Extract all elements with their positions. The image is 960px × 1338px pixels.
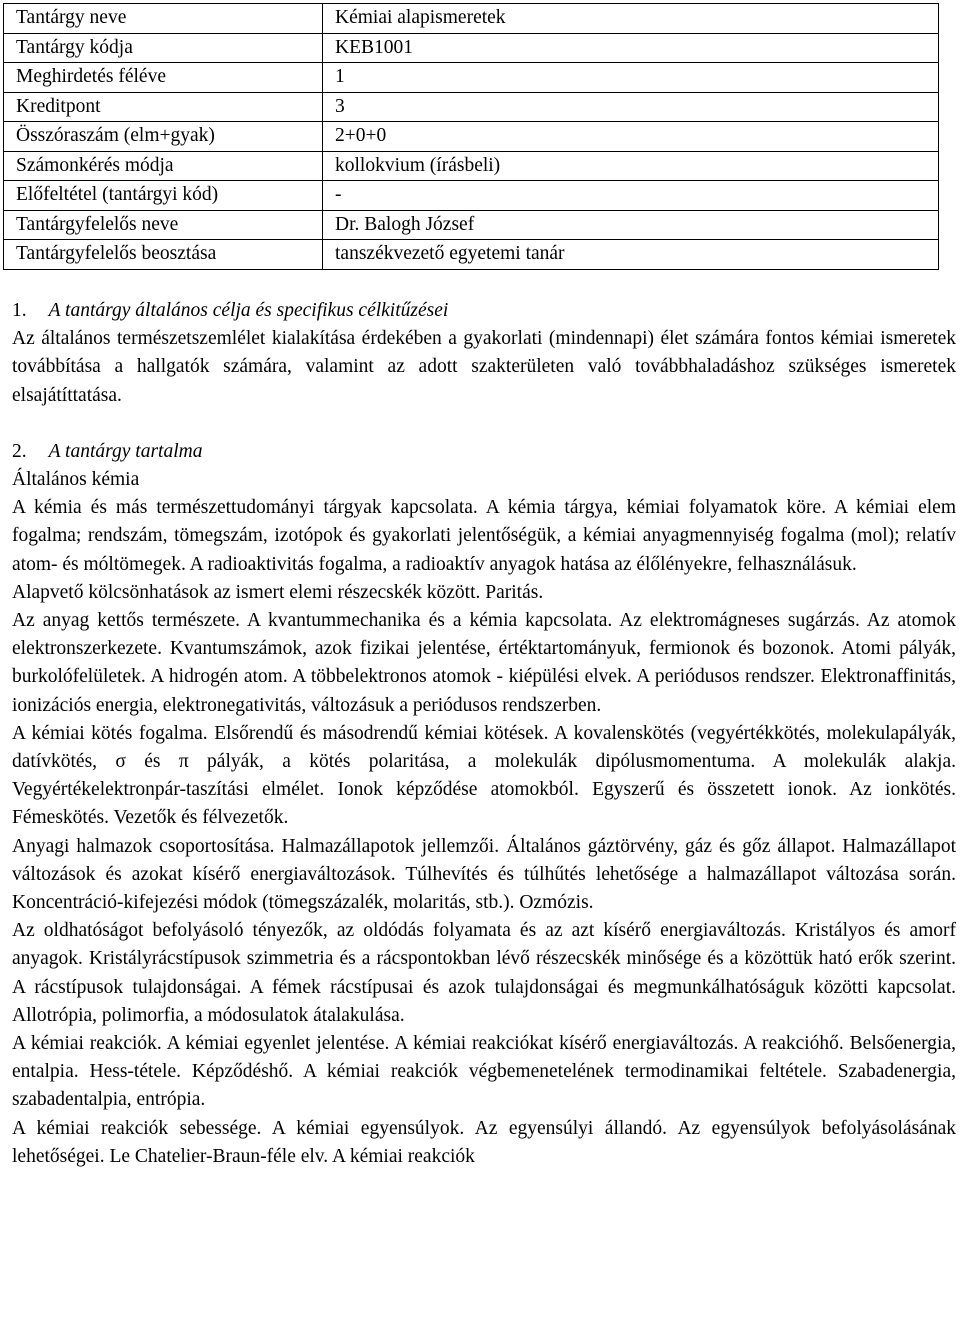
row-value: 2+0+0: [323, 122, 939, 152]
section-2-heading: [12, 438, 956, 466]
document-body: [12, 297, 956, 1171]
row-value: Dr. Balogh József: [323, 210, 939, 240]
section-number: 1.: [12, 300, 27, 321]
paragraph: A kémiai reakciók sebessége. A kémiai egyensúlyok. Az egyensúlyi állandó. Az egyensúlyok befolyásolásának lehetőségei. Le Chatelier-Braun-féle elv. A kémiai reakciók: [12, 1117, 956, 1167]
section-title: A tantárgy tartalma: [48, 440, 203, 462]
section-1-heading: [12, 297, 956, 325]
paragraph: A kémiai reakciók. A kémiai egyenlet jelentése. A kémiai reakciókat kísérő energiaváltozás. A reakcióhő. Belsőenergia, entalpia. Hess-tétele. Képződéshő. A kémiai reakciók végbemenetelének termodinamikai feltétele. Szabadenergia, szabadentalpia, entrópia.: [12, 1033, 956, 1111]
row-label: Tantárgyfelelős neve: [4, 210, 323, 240]
row-label: Tantárgy neve: [4, 4, 323, 34]
section-1-text: Az általános természetszemlélet kialakítása érdekében a gyakorlati (mindennapi) élet számára fontos kémiai ismeretek továbbítása a hallgatók számára, valamint az adott szakterületen való továbbhaladáshoz szükséges ismeretek elsajátíttatása.: [12, 328, 956, 406]
row-label: Számonkérés módja: [4, 151, 323, 181]
row-value: 1: [323, 63, 939, 93]
spacer: [12, 410, 956, 438]
paragraph: A kémiai kötés fogalma. Elsőrendű és másodrendű kémiai kötések. A kovalenskötés (vegyértékkötés, molekulapályák, datívkötés, σ és π pályák, a kötés polaritása, a molekulák dipólusmomentuma. A molekulák alakja. Vegyértékelektronpár-taszítási elmélet. Ionok képződése atomokból. Egyszerű és összetett ionok. Az ionkötés. Fémeskötés. Vezetők és félvezetők.: [12, 722, 956, 829]
table-row: [4, 210, 939, 240]
table-row: [4, 181, 939, 211]
table-row: [4, 240, 939, 270]
section-title: A tantárgy általános célja és specifikus célkitűzései: [48, 300, 449, 321]
row-value: kollokvium (írásbeli): [323, 151, 939, 181]
row-label: Előfeltétel (tantárgyi kód): [4, 181, 323, 211]
table-row: [4, 92, 939, 122]
section-subtitle: Általános kémia: [12, 469, 140, 491]
table-row: [4, 122, 939, 152]
course-info-table: [3, 3, 939, 270]
row-label: Összóraszám (elm+gyak): [4, 122, 323, 152]
row-value: tanszékvezető egyetemi tanár: [323, 240, 939, 270]
table-row: [4, 4, 939, 34]
paragraph: Alapvető kölcsönhatások az ismert elemi részecskék között. Paritás.: [12, 581, 544, 603]
paragraph: A kémia és más természettudományi tárgyak kapcsolata. A kémia tárgya, kémiai folyamatok köre. A kémiai elem fogalma; rendszám, tömegszám, izotópok és gyakorlati jelentőségük, a kémiai anyagmennyiség fogalma (mol); relatív atom- és móltömegek. A radioaktivitás fogalma, a radioaktív anyagok hatása az élőlényekre, felhasználásuk.: [12, 497, 956, 575]
table-row: [4, 151, 939, 181]
row-value: 3: [323, 92, 939, 122]
paragraph: Az oldhatóságot befolyásoló tényezők, az oldódás folyamata és az azt kísérő energiaváltozás. Kristályos és amorf anyagok. Kristályrácstípusok szimmetria és a rácspontokban lévő részecskék minősége és a közöttük ható erők szerint. A rácstípusok tulajdonságai. A fémek rácstípusai és azok tulajdonságai és megmunkálhatóságuk közötti kapcsolat. Allotrópia, polimorfia, a módosulatok átalakulása.: [12, 920, 956, 1026]
table-row: [4, 33, 939, 63]
table-row: [4, 63, 939, 93]
row-label: Meghirdetés féléve: [4, 63, 323, 93]
row-value: -: [323, 181, 939, 211]
paragraph: Az anyag kettős természete. A kvantummechanika és a kémia kapcsolata. Az elektromágneses sugárzás. Az atomok elektronszerkezete. Kvantumszámok, azok fizikai jelentése, értéktartományuk, fermionok és bozonok. Atomi pályák, burkolófelületek. A hidrogén atom. A többelektronos atomok - kiépülési elvek. A periódusos rendszer. Elektronaffinitás, ionizációs energia, elektronegativitás, változásuk a periódusos rendszerben.: [12, 610, 956, 716]
row-label: Tantárgyfelelős beosztása: [4, 240, 323, 270]
row-value: Kémiai alapismeretek: [323, 4, 939, 34]
row-label: Tantárgy kódja: [4, 33, 323, 63]
row-value: KEB1001: [323, 33, 939, 63]
section-number: 2.: [12, 440, 27, 462]
row-label: Kreditpont: [4, 92, 323, 122]
paragraph: Anyagi halmazok csoportosítása. Halmazállapotok jellemzői. Általános gáztörvény, gáz és gőz állapot. Halmazállapot változások és azokat kísérő energiaváltozások. Túlhevítés és túlhűtés lehetősége a halmazállapot változása során. Koncentráció-kifejezési módok (tömegszázalék, molaritás, stb.). Ozmózis.: [12, 835, 956, 914]
